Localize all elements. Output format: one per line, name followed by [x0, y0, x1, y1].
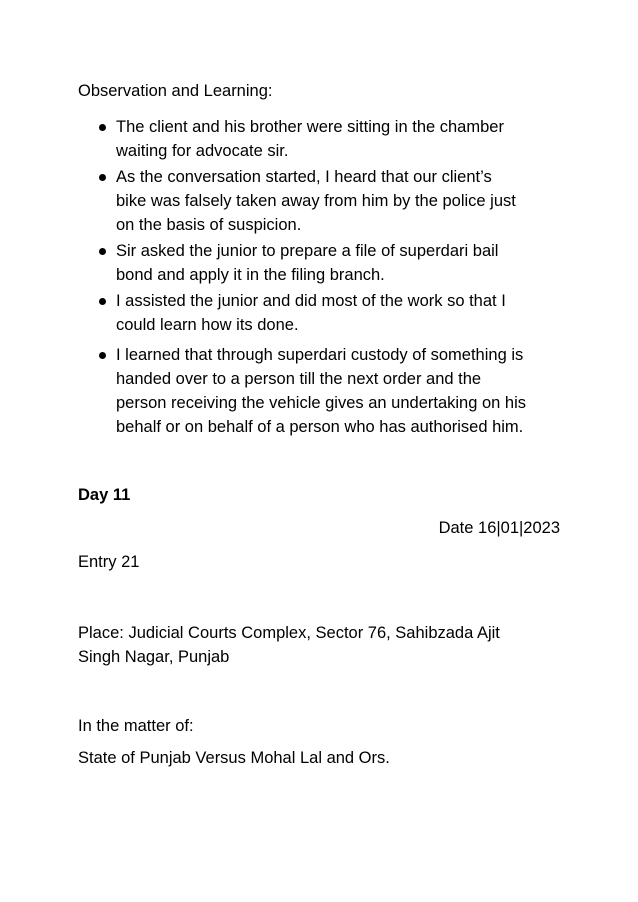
list-item [0, 343, 638, 439]
list-item-line: person receiving the vehicle gives an undertaking on his [116, 394, 527, 412]
bullet-icon [99, 352, 106, 359]
bullet-icon [99, 248, 106, 255]
list-item [0, 115, 638, 163]
entry-number: Entry 21 [78, 553, 140, 571]
list-item-line: bond and apply it in the filing branch. [116, 266, 385, 284]
list-item [0, 165, 638, 237]
day-heading: Day 11 [78, 486, 131, 504]
entry-date: Date 16|01|2023 [438, 519, 560, 537]
case-title: State of Punjab Versus Mohal Lal and Ors. [78, 749, 390, 767]
list-item-line: handed over to a person till the next order and the [116, 370, 482, 388]
list-item-line: waiting for advocate sir. [116, 142, 289, 160]
bullet-icon [99, 124, 106, 131]
list-item-line: I learned that through superdari custody of something is [116, 346, 524, 364]
list-item [0, 239, 638, 287]
observation-heading: Observation and Learning: [78, 82, 273, 100]
list-item-line: could learn how its done. [116, 316, 299, 334]
matter-label: In the matter of: [78, 717, 194, 735]
list-item-line: on the basis of suspicion. [116, 216, 302, 234]
list-item-line: As the conversation started, I heard that our client’s [116, 168, 492, 186]
bullet-icon [99, 174, 106, 181]
list-item [0, 289, 638, 337]
bullet-icon [99, 298, 106, 305]
list-item-line: bike was falsely taken away from him by the police just [116, 192, 516, 210]
list-item-line: The client and his brother were sitting in the chamber [116, 118, 504, 136]
list-item-line: behalf or on behalf of a person who has authorised him. [116, 418, 524, 436]
place-line-2: Singh Nagar, Punjab [78, 648, 230, 666]
list-item-line: Sir asked the junior to prepare a file of superdari bail [116, 242, 499, 260]
list-item-line: I assisted the junior and did most of the work so that I [116, 292, 506, 310]
place-line-1: Place: Judicial Courts Complex, Sector 76, Sahibzada Ajit [78, 624, 500, 642]
